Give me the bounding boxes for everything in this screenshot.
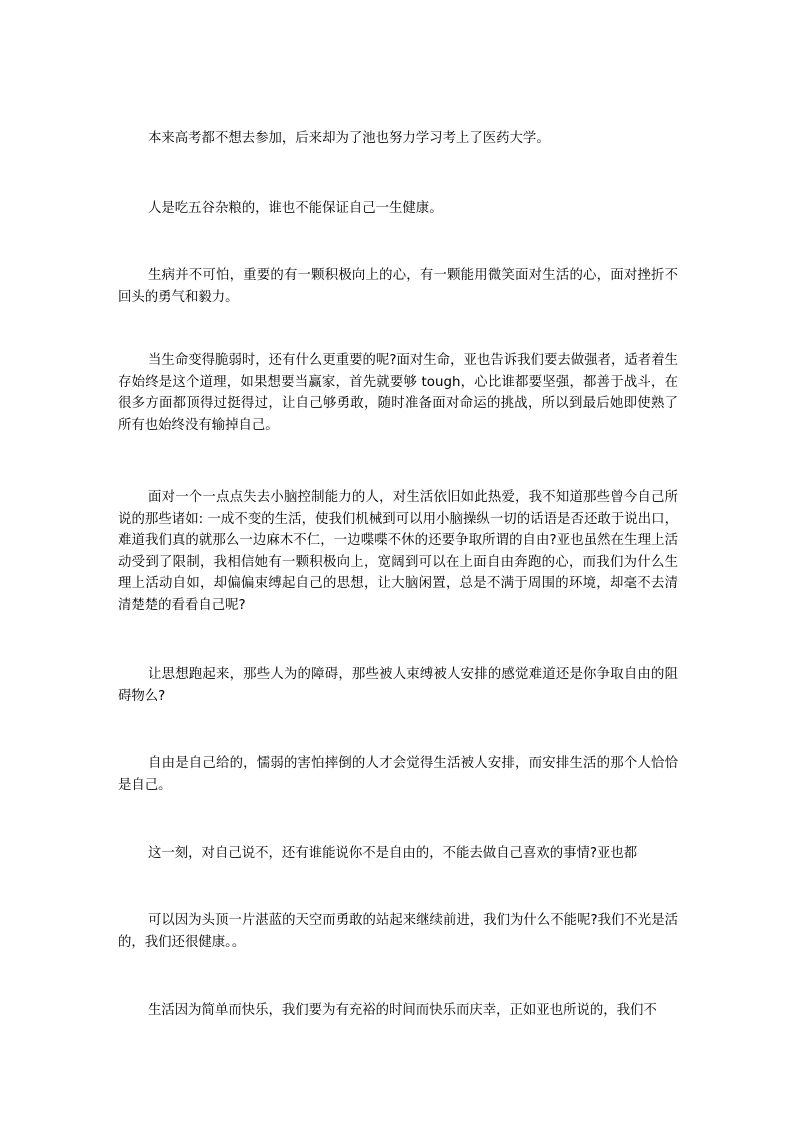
paragraph-7: 自由是自己给的，懦弱的害怕摔倒的人才会觉得生活被人安排，而安排生活的那个人恰恰是自己。	[118, 756, 678, 793]
paragraph-9: 可以因为头顶一片湛蓝的天空而勇敢的站起来继续前进，我们为什么不能呢?我们不光是活的，我们还很健康。。	[118, 913, 678, 950]
paragraph-10: 生活因为简单而快乐，我们要为有充裕的时间而快乐而庆幸，正如亚也所说的，我们不	[148, 1003, 657, 1018]
paragraph-6: 让思想跑起来，那些人为的障碍，那些被人束缚被人安排的感觉难道还是你争取自由的阻碍物么?	[118, 667, 678, 704]
paragraph-8: 这一刻，对自己说不，还有谁能说你不是自由的，不能去做自己喜欢的事情?亚也都	[148, 846, 638, 861]
paragraph-5: 面对一个一点点失去小脑控制能力的人，对生活依旧如此热爱，我不知道那些曾今自己所说的那些诸如: 一成不变的生活，使我们机械到可以用小脑操纵一切的话语是否还敢于说出口，难道我们真的就那么一边麻木不仁，一边喋喋不休的还要争取所谓的自由?亚也虽然在生理上活动受到了限制，我相信她有一颗积极向上，宽阔到可以在上面自由奔跑的心，而我们为什么生理上活动自如，却偏偏束缚起自己的思想，让大脑闲置，总是不满于周围的环境，却毫不去清清楚楚的看看自己呢?	[118, 490, 678, 613]
paragraph-2: 人是吃五谷杂粮的，谁也不能保证自己一生健康。	[148, 201, 443, 216]
paragraph-3: 生病并不可怕，重要的有一颗积极向上的心，有一颗能用微笑面对生活的心，面对挫折不回头的勇气和毅力。	[118, 268, 678, 305]
paragraph-1: 本来高考都不想去参加，后来却为了池也努力学习考上了医药大学。	[148, 131, 550, 146]
paragraph-4: 当生命变得脆弱时，还有什么更重要的呢?面对生命，亚也告诉我们要去做强者，适者着生存始终是这个道理，如果想要当赢家，首先就要够 tough，心比谁都要坚强，都善于战斗，在很多方面都顶得过挺得过，让自己够勇敢，随时准备面对命运的挑战，所以到最后她即使熟了所有也始终没有输掉自己。	[118, 353, 678, 433]
